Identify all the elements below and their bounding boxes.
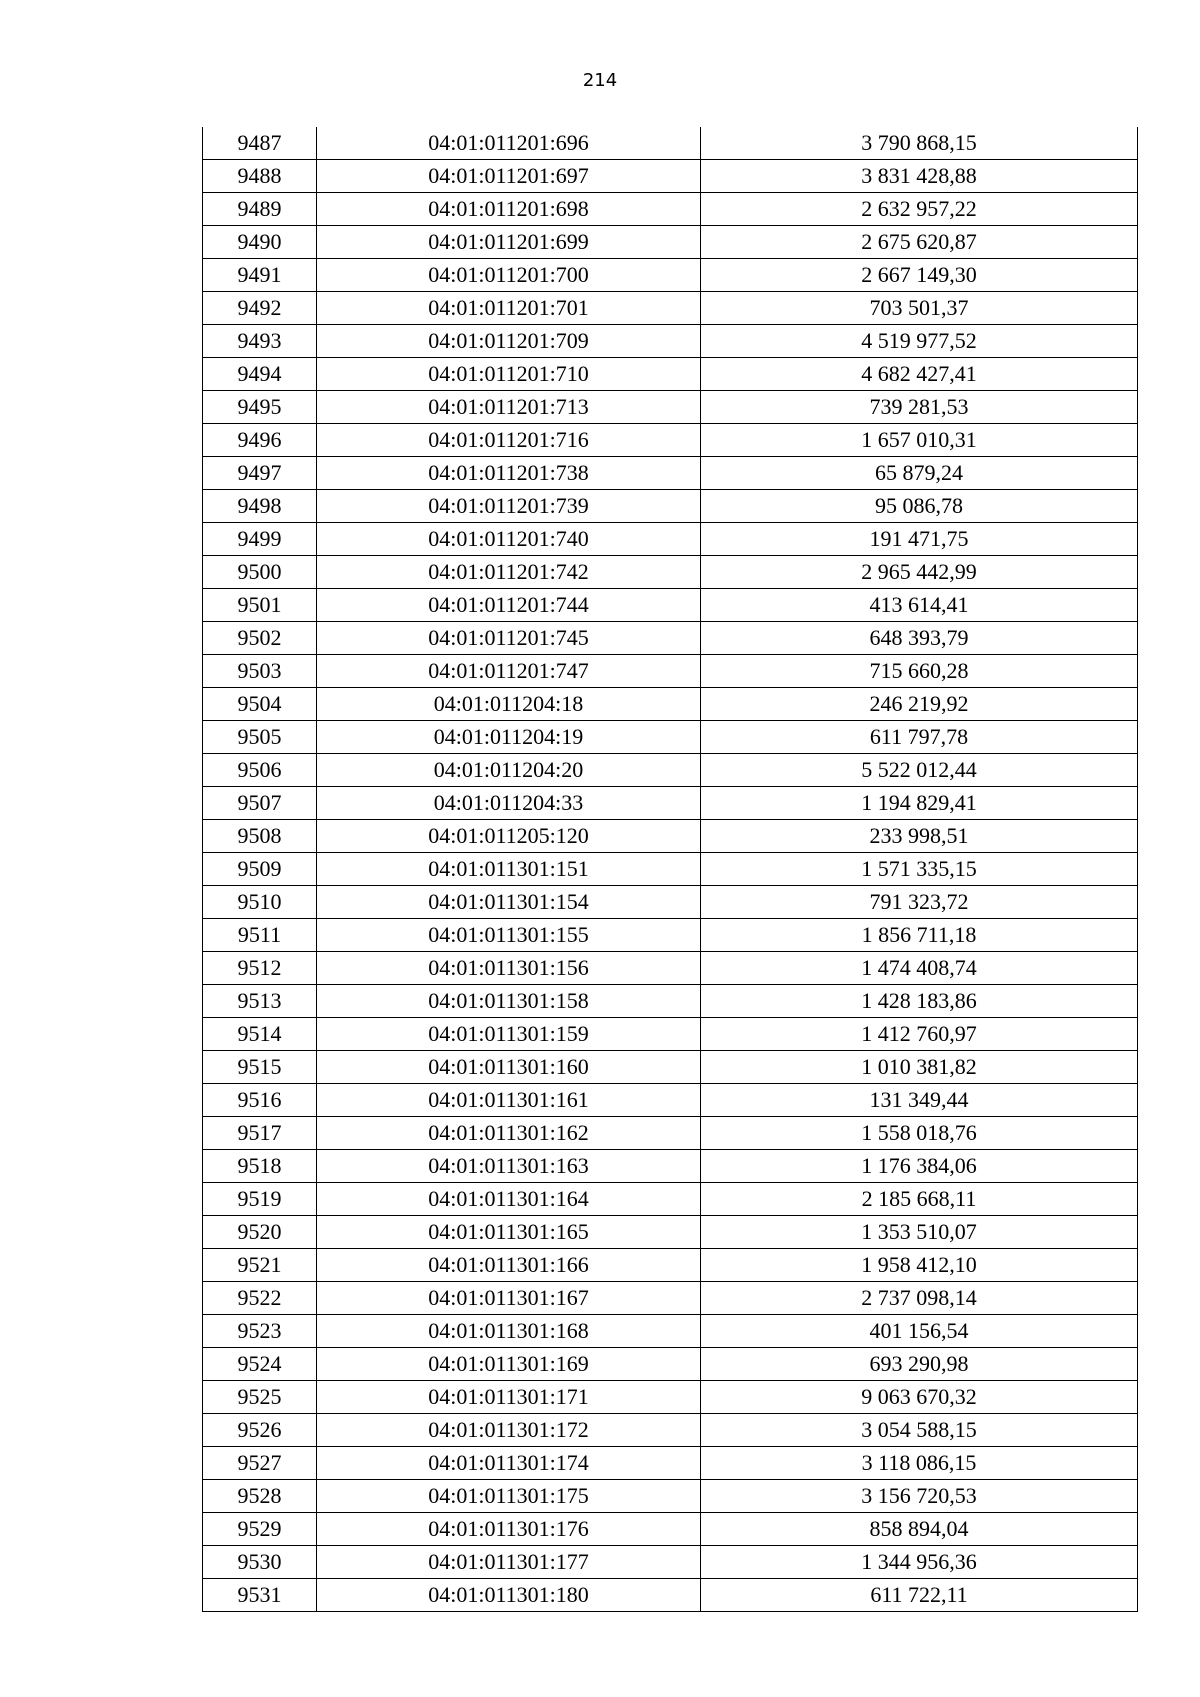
cadastral-number-cell: 04:01:011201:738 <box>317 457 701 490</box>
table-row <box>203 688 1138 721</box>
table-row <box>203 622 1138 655</box>
row-number-cell: 9528 <box>203 1480 317 1513</box>
cadastral-value-cell: 703 501,37 <box>701 292 1138 325</box>
cadastral-value-cell: 791 323,72 <box>701 886 1138 919</box>
table-row <box>203 358 1138 391</box>
cadastral-number-cell: 04:01:011201:740 <box>317 523 701 556</box>
cadastral-value-cell: 1 856 711,18 <box>701 919 1138 952</box>
table-row <box>203 556 1138 589</box>
cadastral-number-cell: 04:01:011301:168 <box>317 1315 701 1348</box>
cadastral-value-cell: 1 474 408,74 <box>701 952 1138 985</box>
row-number-cell: 9524 <box>203 1348 317 1381</box>
table-row <box>203 1216 1138 1249</box>
cadastral-number-cell: 04:01:011301:169 <box>317 1348 701 1381</box>
table-row <box>203 787 1138 820</box>
cadastral-value-cell: 1 353 510,07 <box>701 1216 1138 1249</box>
table-row <box>203 1414 1138 1447</box>
cadastral-number-cell: 04:01:011301:180 <box>317 1579 701 1612</box>
table-row <box>203 853 1138 886</box>
row-number-cell: 9531 <box>203 1579 317 1612</box>
cadastral-number-cell: 04:01:011301:166 <box>317 1249 701 1282</box>
cadastral-number-cell: 04:01:011301:155 <box>317 919 701 952</box>
cadastral-number-cell: 04:01:011201:716 <box>317 424 701 457</box>
cadastral-value-cell: 191 471,75 <box>701 523 1138 556</box>
cadastral-value-cell: 1 428 183,86 <box>701 985 1138 1018</box>
cadastral-number-cell: 04:01:011301:161 <box>317 1084 701 1117</box>
cadastral-value-cell: 1 558 018,76 <box>701 1117 1138 1150</box>
cadastral-value-cell: 1 412 760,97 <box>701 1018 1138 1051</box>
row-number-cell: 9506 <box>203 754 317 787</box>
row-number-cell: 9499 <box>203 523 317 556</box>
table-row <box>203 523 1138 556</box>
table-row <box>203 919 1138 952</box>
cadastral-number-cell: 04:01:011204:20 <box>317 754 701 787</box>
cadastral-number-cell: 04:01:011201:697 <box>317 160 701 193</box>
cadastral-value-cell: 95 086,78 <box>701 490 1138 523</box>
row-number-cell: 9501 <box>203 589 317 622</box>
cadastral-number-cell: 04:01:011301:165 <box>317 1216 701 1249</box>
cadastral-value-cell: 4 519 977,52 <box>701 325 1138 358</box>
cadastral-value-cell: 401 156,54 <box>701 1315 1138 1348</box>
cadastral-value-cell: 2 632 957,22 <box>701 193 1138 226</box>
cadastral-number-cell: 04:01:011204:18 <box>317 688 701 721</box>
cadastral-number-cell: 04:01:011201:742 <box>317 556 701 589</box>
table-row <box>203 1348 1138 1381</box>
cadastral-value-cell: 246 219,92 <box>701 688 1138 721</box>
table-row <box>203 820 1138 853</box>
row-number-cell: 9503 <box>203 655 317 688</box>
row-number-cell: 9500 <box>203 556 317 589</box>
cadastral-value-cell: 4 682 427,41 <box>701 358 1138 391</box>
row-number-cell: 9494 <box>203 358 317 391</box>
row-number-cell: 9504 <box>203 688 317 721</box>
table-row <box>203 985 1138 1018</box>
row-number-cell: 9487 <box>203 127 317 160</box>
row-number-cell: 9525 <box>203 1381 317 1414</box>
table-row <box>203 1513 1138 1546</box>
row-number-cell: 9507 <box>203 787 317 820</box>
cadastral-value-cell: 648 393,79 <box>701 622 1138 655</box>
row-number-cell: 9516 <box>203 1084 317 1117</box>
cadastral-value-cell: 9 063 670,32 <box>701 1381 1138 1414</box>
cadastral-number-cell: 04:01:011201:701 <box>317 292 701 325</box>
row-number-cell: 9495 <box>203 391 317 424</box>
table-row <box>203 1249 1138 1282</box>
row-number-cell: 9518 <box>203 1150 317 1183</box>
row-number-cell: 9510 <box>203 886 317 919</box>
cadastral-number-cell: 04:01:011301:172 <box>317 1414 701 1447</box>
table-body <box>203 127 1138 1612</box>
cadastral-value-cell: 65 879,24 <box>701 457 1138 490</box>
cadastral-value-cell: 1 657 010,31 <box>701 424 1138 457</box>
cadastral-value-cell: 1 344 956,36 <box>701 1546 1138 1579</box>
cadastral-value-cell: 5 522 012,44 <box>701 754 1138 787</box>
row-number-cell: 9488 <box>203 160 317 193</box>
cadastral-value-cell: 413 614,41 <box>701 589 1138 622</box>
row-number-cell: 9513 <box>203 985 317 1018</box>
row-number-cell: 9496 <box>203 424 317 457</box>
cadastral-number-cell: 04:01:011301:176 <box>317 1513 701 1546</box>
table-row <box>203 1018 1138 1051</box>
table-row <box>203 589 1138 622</box>
table-row <box>203 457 1138 490</box>
cadastral-value-cell: 693 290,98 <box>701 1348 1138 1381</box>
cadastral-number-cell: 04:01:011201:696 <box>317 127 701 160</box>
cadastral-number-cell: 04:01:011201:747 <box>317 655 701 688</box>
row-number-cell: 9519 <box>203 1183 317 1216</box>
table-row <box>203 424 1138 457</box>
table-row <box>203 1315 1138 1348</box>
cadastral-number-cell: 04:01:011201:739 <box>317 490 701 523</box>
cadastral-number-cell: 04:01:011301:175 <box>317 1480 701 1513</box>
table-row <box>203 1282 1138 1315</box>
cadastral-value-cell: 3 118 086,15 <box>701 1447 1138 1480</box>
table-row <box>203 325 1138 358</box>
row-number-cell: 9529 <box>203 1513 317 1546</box>
cadastral-number-cell: 04:01:011201:744 <box>317 589 701 622</box>
table-row <box>203 1183 1138 1216</box>
cadastral-value-cell: 715 660,28 <box>701 655 1138 688</box>
row-number-cell: 9526 <box>203 1414 317 1447</box>
table-row <box>203 1447 1138 1480</box>
cadastral-number-cell: 04:01:011201:709 <box>317 325 701 358</box>
row-number-cell: 9512 <box>203 952 317 985</box>
cadastral-value-cell: 611 722,11 <box>701 1579 1138 1612</box>
row-number-cell: 9490 <box>203 226 317 259</box>
table-row <box>203 1546 1138 1579</box>
cadastral-number-cell: 04:01:011301:171 <box>317 1381 701 1414</box>
cadastral-value-cell: 1 010 381,82 <box>701 1051 1138 1084</box>
cadastral-value-cell: 1 194 829,41 <box>701 787 1138 820</box>
table-row <box>203 1084 1138 1117</box>
row-number-cell: 9508 <box>203 820 317 853</box>
cadastral-number-cell: 04:01:011201:745 <box>317 622 701 655</box>
row-number-cell: 9517 <box>203 1117 317 1150</box>
cadastral-number-cell: 04:01:011301:167 <box>317 1282 701 1315</box>
cadastral-number-cell: 04:01:011201:710 <box>317 358 701 391</box>
cadastral-number-cell: 04:01:011301:158 <box>317 985 701 1018</box>
cadastral-value-cell: 739 281,53 <box>701 391 1138 424</box>
cadastral-value-cell: 611 797,78 <box>701 721 1138 754</box>
table-row <box>203 490 1138 523</box>
row-number-cell: 9491 <box>203 259 317 292</box>
cadastral-number-cell: 04:01:011301:151 <box>317 853 701 886</box>
cadastral-number-cell: 04:01:011301:162 <box>317 1117 701 1150</box>
row-number-cell: 9511 <box>203 919 317 952</box>
cadastral-value-cell: 3 790 868,15 <box>701 127 1138 160</box>
cadastral-value-cell: 1 571 335,15 <box>701 853 1138 886</box>
table-row <box>203 391 1138 424</box>
cadastral-number-cell: 04:01:011201:698 <box>317 193 701 226</box>
cadastral-value-cell: 233 998,51 <box>701 820 1138 853</box>
row-number-cell: 9493 <box>203 325 317 358</box>
cadastral-value-cell: 2 675 620,87 <box>701 226 1138 259</box>
cadastral-value-cell: 2 965 442,99 <box>701 556 1138 589</box>
row-number-cell: 9523 <box>203 1315 317 1348</box>
cadastral-value-cell: 2 737 098,14 <box>701 1282 1138 1315</box>
table-row <box>203 226 1138 259</box>
page-number: 214 <box>582 70 618 91</box>
row-number-cell: 9492 <box>203 292 317 325</box>
cadastral-value-cell: 3 156 720,53 <box>701 1480 1138 1513</box>
row-number-cell: 9509 <box>203 853 317 886</box>
cadastral-value-cell: 858 894,04 <box>701 1513 1138 1546</box>
table-row <box>203 952 1138 985</box>
table-row <box>203 886 1138 919</box>
cadastral-number-cell: 04:01:011205:120 <box>317 820 701 853</box>
table-row <box>203 1381 1138 1414</box>
row-number-cell: 9514 <box>203 1018 317 1051</box>
cadastral-number-cell: 04:01:011301:160 <box>317 1051 701 1084</box>
table-row <box>203 655 1138 688</box>
row-number-cell: 9530 <box>203 1546 317 1579</box>
cadastral-number-cell: 04:01:011301:154 <box>317 886 701 919</box>
row-number-cell: 9521 <box>203 1249 317 1282</box>
table-row <box>203 160 1138 193</box>
row-number-cell: 9498 <box>203 490 317 523</box>
cadastral-value-cell: 3 831 428,88 <box>701 160 1138 193</box>
row-number-cell: 9497 <box>203 457 317 490</box>
cadastral-number-cell: 04:01:011301:156 <box>317 952 701 985</box>
row-number-cell: 9502 <box>203 622 317 655</box>
cadastral-number-cell: 04:01:011204:19 <box>317 721 701 754</box>
cadastral-value-cell: 1 958 412,10 <box>701 1249 1138 1282</box>
cadastral-number-cell: 04:01:011201:699 <box>317 226 701 259</box>
table-row <box>203 292 1138 325</box>
table-row <box>203 754 1138 787</box>
table-row <box>203 721 1138 754</box>
cadastral-number-cell: 04:01:011201:713 <box>317 391 701 424</box>
cadastral-number-cell: 04:01:011301:163 <box>317 1150 701 1183</box>
table-row <box>203 1051 1138 1084</box>
cadastral-number-cell: 04:01:011301:159 <box>317 1018 701 1051</box>
cadastral-value-cell: 2 667 149,30 <box>701 259 1138 292</box>
row-number-cell: 9489 <box>203 193 317 226</box>
cadastre-table <box>202 127 1138 1612</box>
row-number-cell: 9522 <box>203 1282 317 1315</box>
table-row <box>203 1579 1138 1612</box>
table-row <box>203 1150 1138 1183</box>
row-number-cell: 9527 <box>203 1447 317 1480</box>
cadastral-number-cell: 04:01:011201:700 <box>317 259 701 292</box>
cadastral-value-cell: 131 349,44 <box>701 1084 1138 1117</box>
row-number-cell: 9520 <box>203 1216 317 1249</box>
cadastral-value-cell: 1 176 384,06 <box>701 1150 1138 1183</box>
table-row <box>203 259 1138 292</box>
cadastral-number-cell: 04:01:011301:174 <box>317 1447 701 1480</box>
row-number-cell: 9515 <box>203 1051 317 1084</box>
table-row <box>203 1117 1138 1150</box>
cadastral-number-cell: 04:01:011301:164 <box>317 1183 701 1216</box>
table-row <box>203 1480 1138 1513</box>
table-row <box>203 127 1138 160</box>
cadastral-value-cell: 2 185 668,11 <box>701 1183 1138 1216</box>
cadastral-number-cell: 04:01:011204:33 <box>317 787 701 820</box>
row-number-cell: 9505 <box>203 721 317 754</box>
table-row <box>203 193 1138 226</box>
cadastral-number-cell: 04:01:011301:177 <box>317 1546 701 1579</box>
cadastral-value-cell: 3 054 588,15 <box>701 1414 1138 1447</box>
